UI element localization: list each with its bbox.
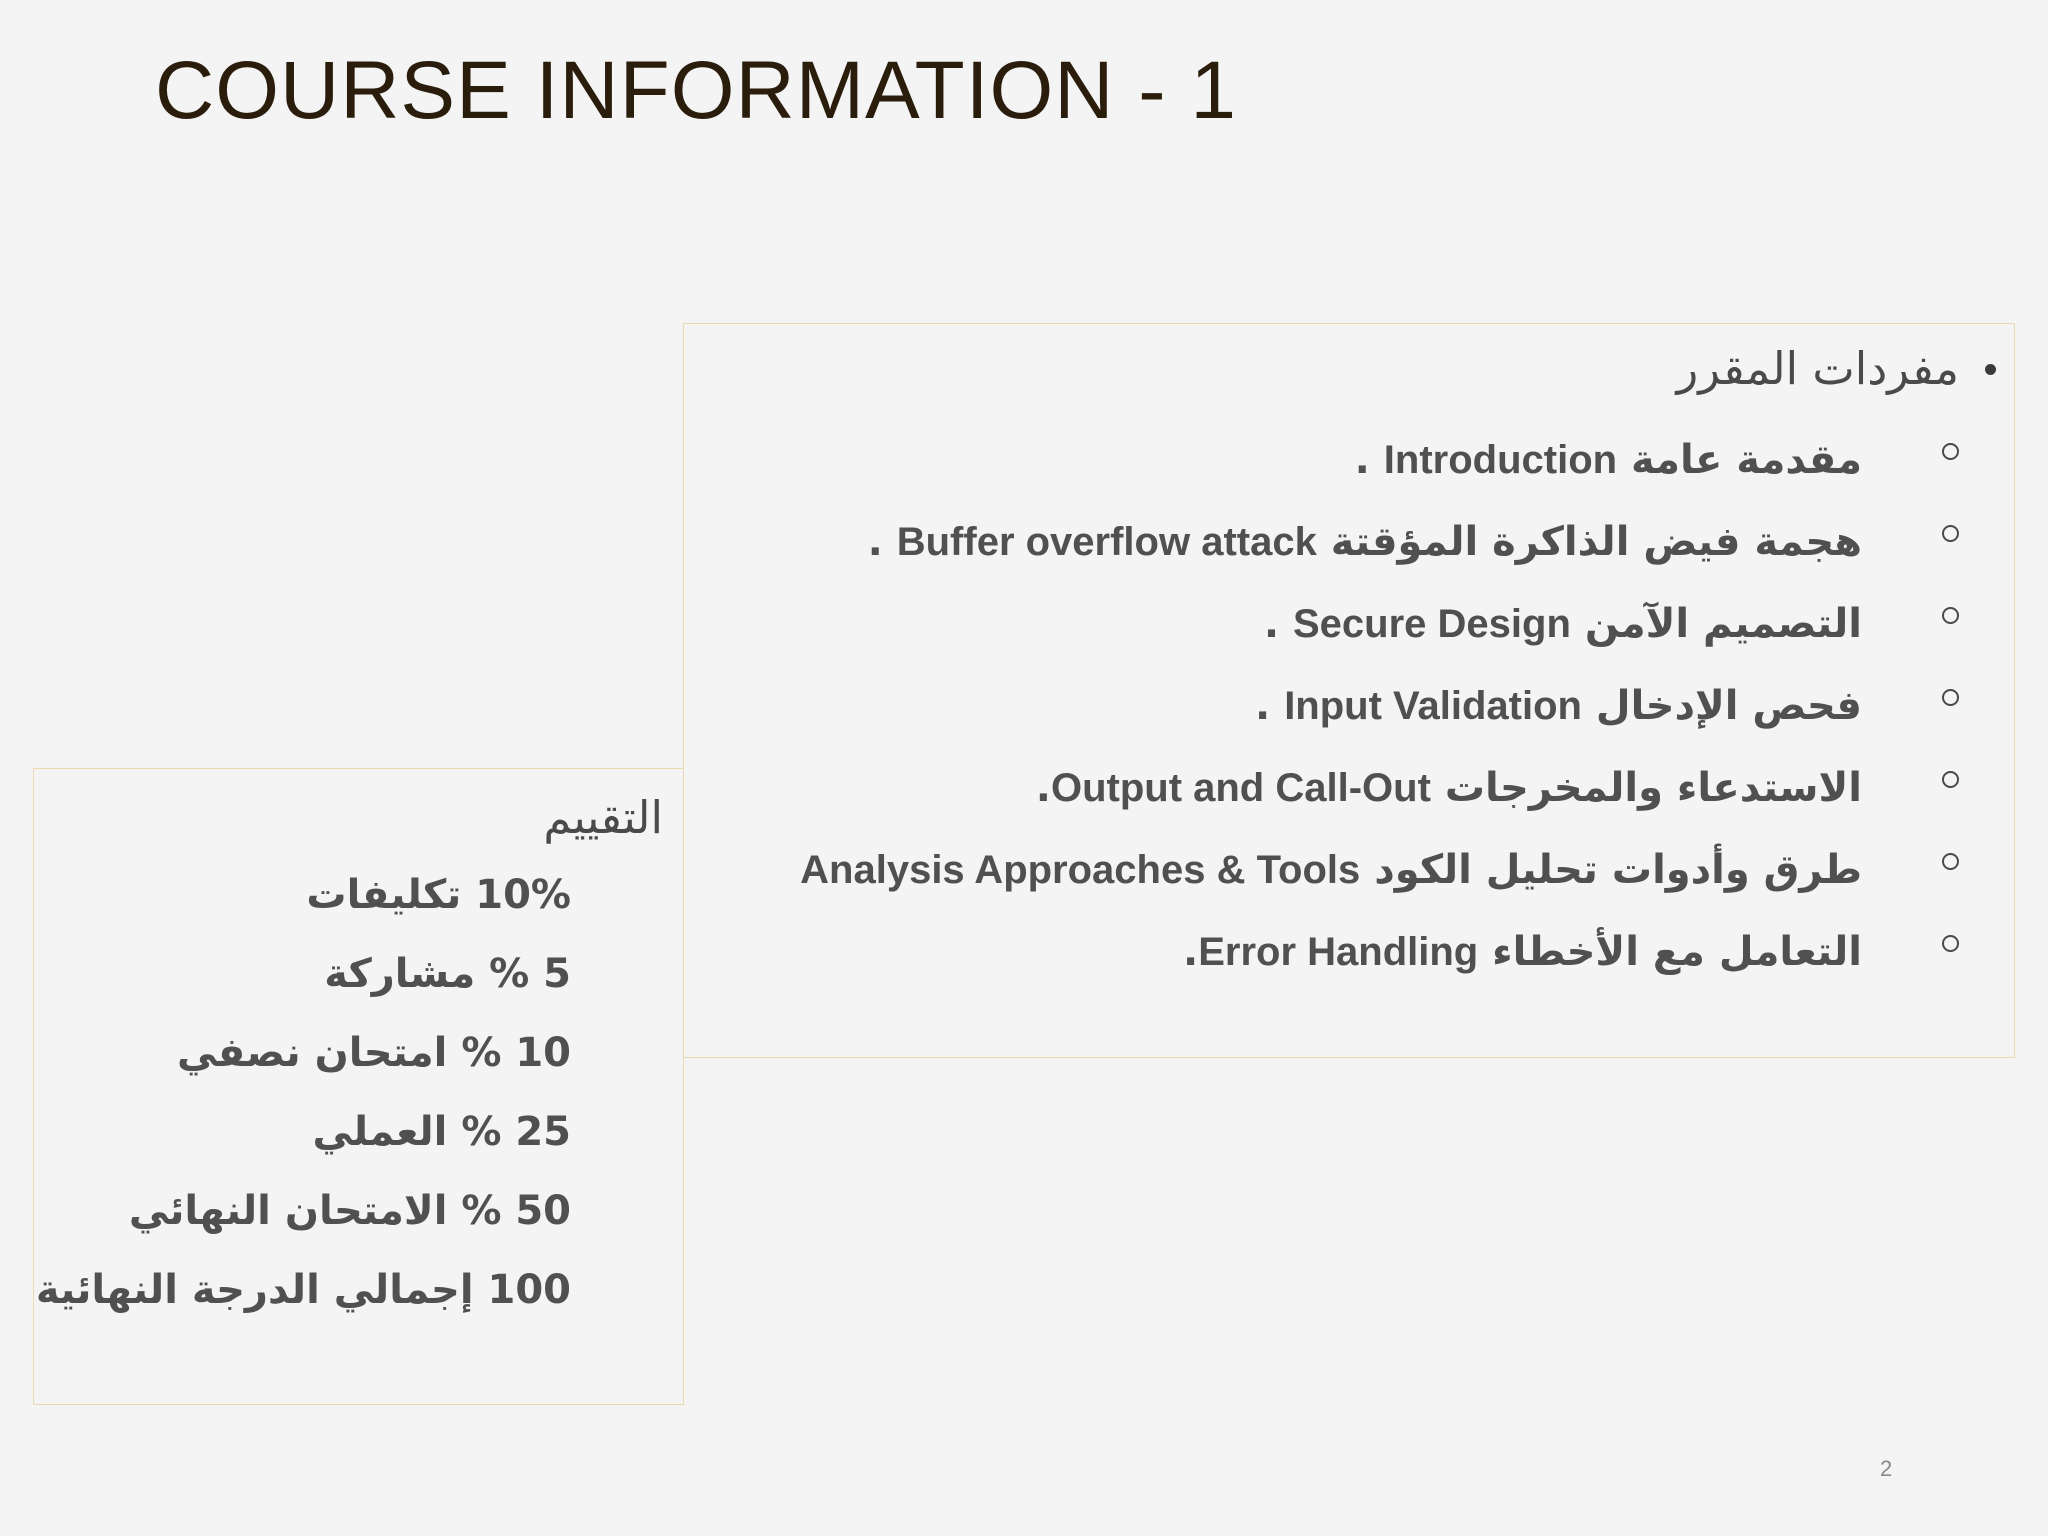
syllabus-item — [714, 839, 1904, 901]
slide-title: COURSE INFORMATION - 1 — [155, 45, 1237, 136]
syllabus-item-ar: التعامل مع الأخطاء — [1492, 929, 1862, 975]
circle-bullet-icon — [1942, 443, 1959, 460]
syllabus-box — [683, 323, 2015, 1058]
circle-bullet-icon — [1942, 689, 1959, 706]
syllabus-item-tail: . — [867, 519, 883, 565]
syllabus-item-ar: فحص الإدخال — [1595, 683, 1862, 729]
syllabus-item-en: Input Validation — [1284, 684, 1582, 728]
grading-box — [33, 768, 684, 1405]
syllabus-item-text — [800, 839, 1862, 901]
syllabus-item-ar: التصميم الآمن — [1584, 601, 1862, 647]
syllabus-item — [714, 429, 1904, 491]
circle-bullet-icon — [1942, 935, 1959, 952]
circle-bullet-icon — [1942, 607, 1959, 624]
syllabus-item-tail: . — [1263, 601, 1280, 647]
slide-number: 2 — [1880, 1456, 1893, 1481]
grading-item: 5 % مشاركة — [324, 951, 571, 997]
syllabus-item-ar: مقدمة عامة — [1631, 437, 1862, 483]
circle-bullet-icon — [1942, 525, 1959, 542]
syllabus-item-en: Output and Call-Out — [1050, 766, 1431, 810]
grading-item: 10% تكليفات — [306, 872, 571, 918]
syllabus-item-en: Analysis Approaches & Tools — [800, 848, 1361, 892]
grading-item: 10 % امتحان نصفي — [176, 1030, 571, 1076]
grading-item: 50 % الامتحان النهائي — [128, 1188, 571, 1234]
syllabus-item-en: Secure Design — [1293, 602, 1571, 646]
syllabus-item-en: Introduction — [1383, 438, 1618, 482]
syllabus-item-tail: . — [1183, 929, 1199, 975]
circle-bullet-icon — [1942, 771, 1959, 788]
syllabus-heading-text: مفردات المقرر — [1676, 342, 1959, 395]
syllabus-item-ar: هجمة فيض الذاكرة المؤقتة — [1330, 519, 1862, 565]
syllabus-item-text — [1264, 593, 1862, 655]
syllabus-item-tail: . — [1255, 683, 1271, 729]
syllabus-item-text — [1183, 921, 1862, 983]
grading-item: 25 % العملي — [312, 1109, 571, 1155]
syllabus-item — [714, 593, 1904, 655]
syllabus-item-ar: طرق وأدوات تحليل الكود — [1374, 847, 1862, 893]
syllabus-item-text — [1355, 429, 1862, 491]
syllabus-item — [714, 921, 1904, 983]
grading-item: 100 إجمالي الدرجة النهائية — [35, 1267, 571, 1313]
syllabus-list — [714, 429, 1904, 1003]
syllabus-item-tail: . — [1035, 765, 1051, 811]
syllabus-item-en: Buffer overflow attack — [896, 520, 1317, 564]
syllabus-heading — [1677, 342, 1996, 396]
bullet-dot-icon — [1985, 364, 1996, 375]
grading-heading: التقييم — [543, 791, 663, 844]
grading-list — [31, 864, 571, 1338]
syllabus-item-text — [1036, 757, 1862, 819]
syllabus-item-en: Error Handling — [1198, 930, 1479, 974]
syllabus-item — [714, 757, 1904, 819]
syllabus-item — [714, 511, 1904, 573]
syllabus-item — [714, 675, 1904, 737]
syllabus-item-text — [1255, 675, 1862, 737]
syllabus-item-tail: . — [1354, 437, 1370, 483]
circle-bullet-icon — [1942, 853, 1959, 870]
syllabus-item-text — [868, 511, 1862, 573]
syllabus-item-ar: الاستدعاء والمخرجات — [1444, 765, 1862, 811]
